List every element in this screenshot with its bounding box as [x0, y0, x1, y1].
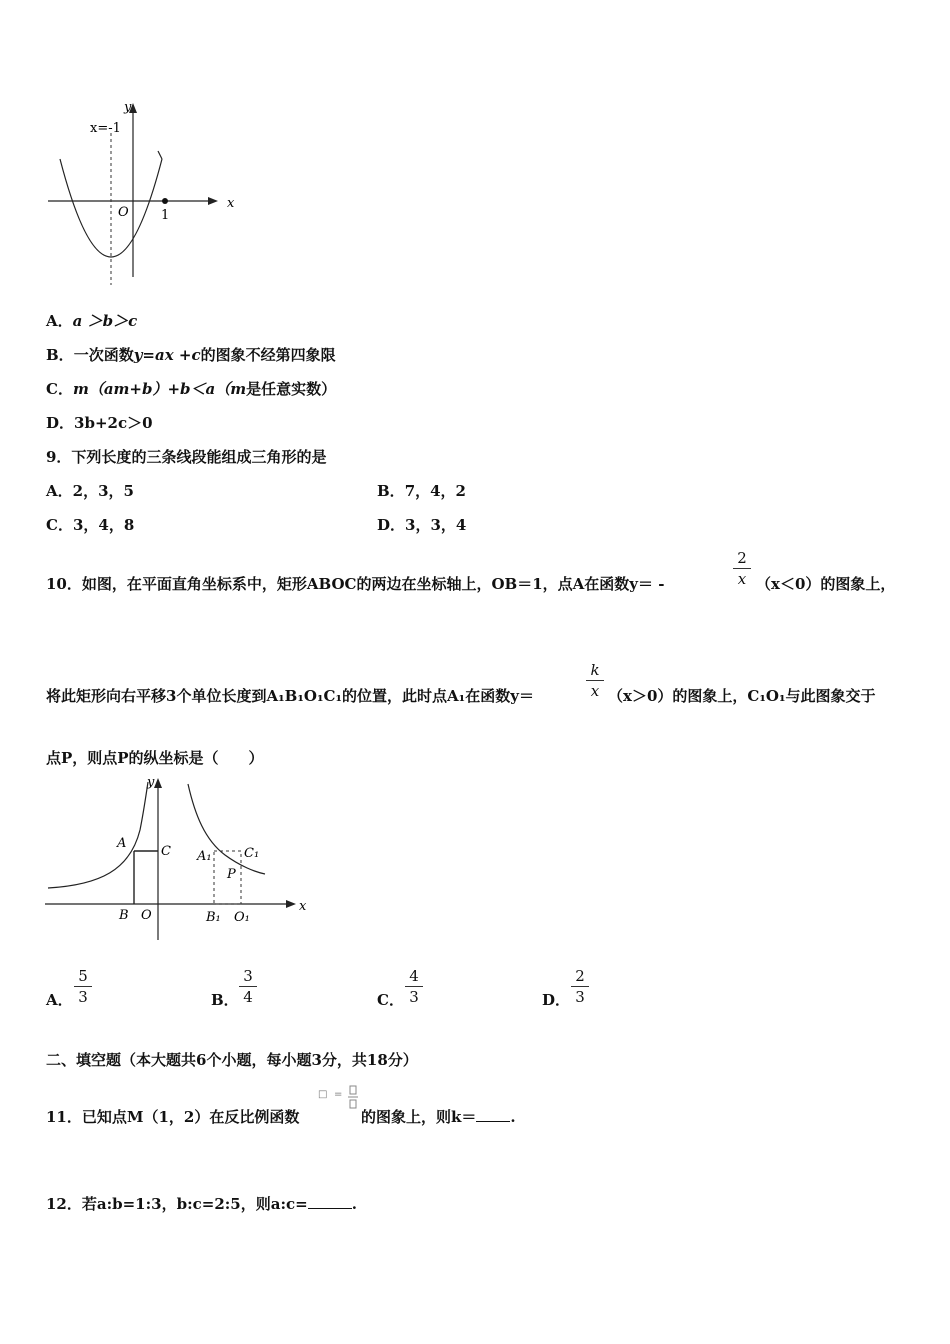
q10-option-d-key: D．	[542, 991, 571, 1009]
q11-post: 的图象上，则k＝	[361, 1108, 477, 1126]
q10-option-d-den: 3	[575, 988, 585, 1006]
q8-origin-label: O	[118, 205, 129, 220]
q8-option-c-key: C．	[46, 380, 73, 398]
q9-option-d-text: 3，3，4	[405, 516, 467, 534]
q8-option-d-key: D．	[46, 414, 75, 432]
q10-option-c-bar	[405, 986, 423, 987]
q8-option-c-c: m	[230, 380, 247, 398]
q10-frac1-bar	[733, 568, 751, 569]
q9-option-d-key: D．	[377, 516, 406, 534]
q10-label-A1: A₁	[197, 849, 212, 864]
q8-symmetry-label: x=-1	[90, 121, 121, 136]
q9-option-b-key: B．	[377, 482, 405, 500]
q10-option-c-fraction	[405, 967, 423, 1006]
q10-option-b-den: 4	[243, 988, 253, 1006]
q10-label-P: P	[227, 867, 236, 882]
q10-label-O1: O₁	[234, 910, 250, 925]
q10-frac1-num: 2	[737, 549, 747, 567]
q8-option-c-a: m	[72, 380, 89, 398]
q8-option-a	[46, 311, 137, 331]
q10-line1-pre: 10．如图，在平面直角坐标系中，矩形ABOC的两边在坐标轴上，OB＝1，点A在函数y＝ -	[46, 575, 665, 593]
q10-option-a-fraction	[74, 967, 92, 1006]
q8-parabola-tail	[158, 151, 162, 159]
q8-option-c-d: 是任意实数）	[246, 380, 337, 398]
q10-y-arrow	[154, 778, 162, 788]
q10-line2-post: （x＞0）的图象上，C₁O₁与此图象交于	[608, 687, 876, 705]
q9-stem: 9．下列长度的三条线段能组成三角形的是	[46, 448, 327, 466]
q9-option-b	[377, 481, 466, 501]
q10-option-d-bar	[571, 986, 589, 987]
q9-option-d	[377, 515, 466, 535]
q9-option-c-key: C．	[46, 516, 73, 534]
q10-frac1-den: x	[737, 570, 747, 588]
q11-pre: 11．已知点M（1，2）在反比例函数	[46, 1108, 300, 1126]
q8-x-label: x	[227, 196, 235, 211]
q10-option-c-num: 4	[409, 967, 419, 985]
q8-x-arrow	[208, 197, 218, 205]
q8-option-d-text: 3b+2c＞0	[74, 414, 153, 432]
q10-fraction-2-over-x	[733, 549, 751, 588]
q9-option-a	[46, 481, 134, 501]
q10-frac2-den: x	[590, 682, 600, 700]
q12-text: 12．若a:b=1:3，b:c=2:5，则a:c=	[46, 1195, 308, 1213]
q10-hyperbola-figure	[40, 770, 310, 945]
q10-option-a-den: 3	[78, 988, 88, 1006]
q11-formula-image	[318, 1085, 360, 1111]
q8-option-b	[46, 345, 336, 365]
q10-label-A: A	[117, 836, 127, 851]
q8-option-c-b: （am+b）+b＜a（	[88, 380, 231, 398]
q8-option-b-post: 的图象不经第四象限	[200, 346, 336, 364]
q10-label-B1: B₁	[206, 910, 221, 925]
q11-end: .	[510, 1108, 516, 1126]
q8-y-label: y	[124, 100, 132, 115]
q10-option-b-num: 3	[243, 967, 253, 985]
q10-label-C1: C₁	[244, 846, 260, 861]
q10-left-branch	[48, 782, 148, 888]
q11-formula-eq: =	[334, 1089, 343, 1100]
q9-option-a-key: A．	[46, 482, 73, 500]
q11-formula-frac-icon	[348, 1085, 358, 1109]
q10-fraction-k-over-x	[586, 661, 604, 700]
q10-option-a-key: A．	[46, 991, 73, 1009]
q10-frac2-num: k	[590, 661, 600, 679]
q10-label-x: x	[299, 899, 307, 914]
q10-option-b-fraction	[239, 967, 257, 1006]
q10-option-b-bar	[239, 986, 257, 987]
q10-line2-pre: 将此矩形向右平移3个单位长度到A₁B₁O₁C₁的位置，此时点A₁在函数y＝	[46, 687, 534, 705]
q10-option-c-key: C．	[377, 991, 404, 1009]
q8-tick-1-label: 1	[161, 208, 170, 223]
q8-point-1	[162, 198, 168, 204]
q9-option-a-text: 2，3，5	[72, 482, 134, 500]
q8-parabola-figure	[40, 95, 250, 285]
q11-post-wrap	[361, 1107, 516, 1127]
q9-option-b-text: 7，4，2	[404, 482, 466, 500]
q8-option-b-expr: y=ax +c	[133, 346, 201, 364]
q8-option-a-text: a ＞b＞c	[72, 312, 138, 330]
q10-option-d-num: 2	[575, 967, 585, 985]
q10-option-c-den: 3	[409, 988, 419, 1006]
q10-line3: 点P，则点P的纵坐标是（ ）	[46, 749, 264, 767]
q10-x-arrow	[286, 900, 296, 908]
q10-option-a-num: 5	[78, 967, 88, 985]
q8-option-a-key: A．	[46, 312, 73, 330]
q10-label-y: y	[147, 775, 155, 790]
q9-option-c	[46, 515, 134, 535]
q12-end: .	[351, 1195, 357, 1213]
q10-label-B: B	[119, 908, 129, 923]
q10-frac2-bar	[586, 680, 604, 681]
q8-option-d	[46, 413, 153, 433]
q11-answer-blank[interactable]	[476, 1107, 510, 1122]
q10-line1-post: （x＜0）的图象上，	[756, 575, 896, 593]
q8-option-c	[46, 379, 336, 399]
q8-option-b-pre: 一次函数	[73, 346, 134, 364]
q10-option-b-key: B．	[211, 991, 239, 1009]
q10-label-O: O	[141, 908, 152, 923]
q10-option-d-fraction	[571, 967, 589, 1006]
q10-option-a-bar	[74, 986, 92, 987]
q12-answer-blank[interactable]	[308, 1194, 352, 1209]
section2-title: 二、填空题（本大题共6个小题，每小题3分，共18分）	[46, 1051, 418, 1069]
q10-label-C: C	[161, 844, 171, 859]
q12-line	[46, 1194, 357, 1214]
q11-formula-lhs: □	[318, 1089, 328, 1100]
q9-option-c-text: 3，4，8	[72, 516, 135, 534]
q8-option-b-key: B．	[46, 346, 74, 364]
